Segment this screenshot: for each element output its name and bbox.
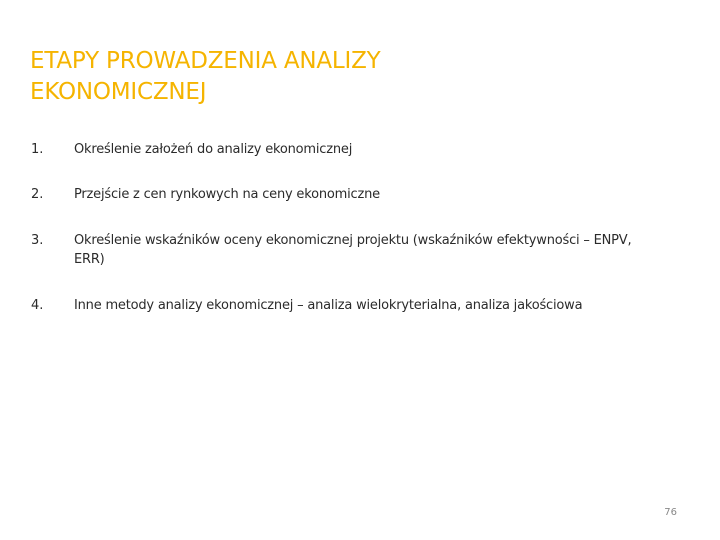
page-number: 76: [664, 507, 677, 518]
step-item-2: [31, 185, 671, 204]
step-item-4: [31, 296, 671, 315]
step-text: Przejście z cen rynkowych na ceny ekonomiczne: [74, 187, 380, 202]
slide-title-line-1: ETAPY PROWADZENIA ANALIZY: [30, 48, 381, 74]
step-number: 4.: [31, 298, 44, 313]
step-number: 3.: [31, 233, 44, 248]
step-text: Inne metody analizy ekonomicznej – analiza wielokryterialna, analiza jakościowa: [74, 298, 583, 313]
step-text: Określenie wskaźników oceny ekonomicznej projektu (wskaźników efektywności – ENPV, ERR): [74, 233, 632, 267]
step-number: 1.: [31, 142, 44, 157]
slide-title-line-2: EKONOMICZNEJ: [30, 79, 207, 105]
step-item-1: [31, 140, 671, 159]
step-item-3: [31, 231, 671, 269]
slide-title: [30, 46, 670, 108]
step-number: 2.: [31, 187, 44, 202]
step-text: Określenie założeń do analizy ekonomicznej: [74, 142, 353, 157]
